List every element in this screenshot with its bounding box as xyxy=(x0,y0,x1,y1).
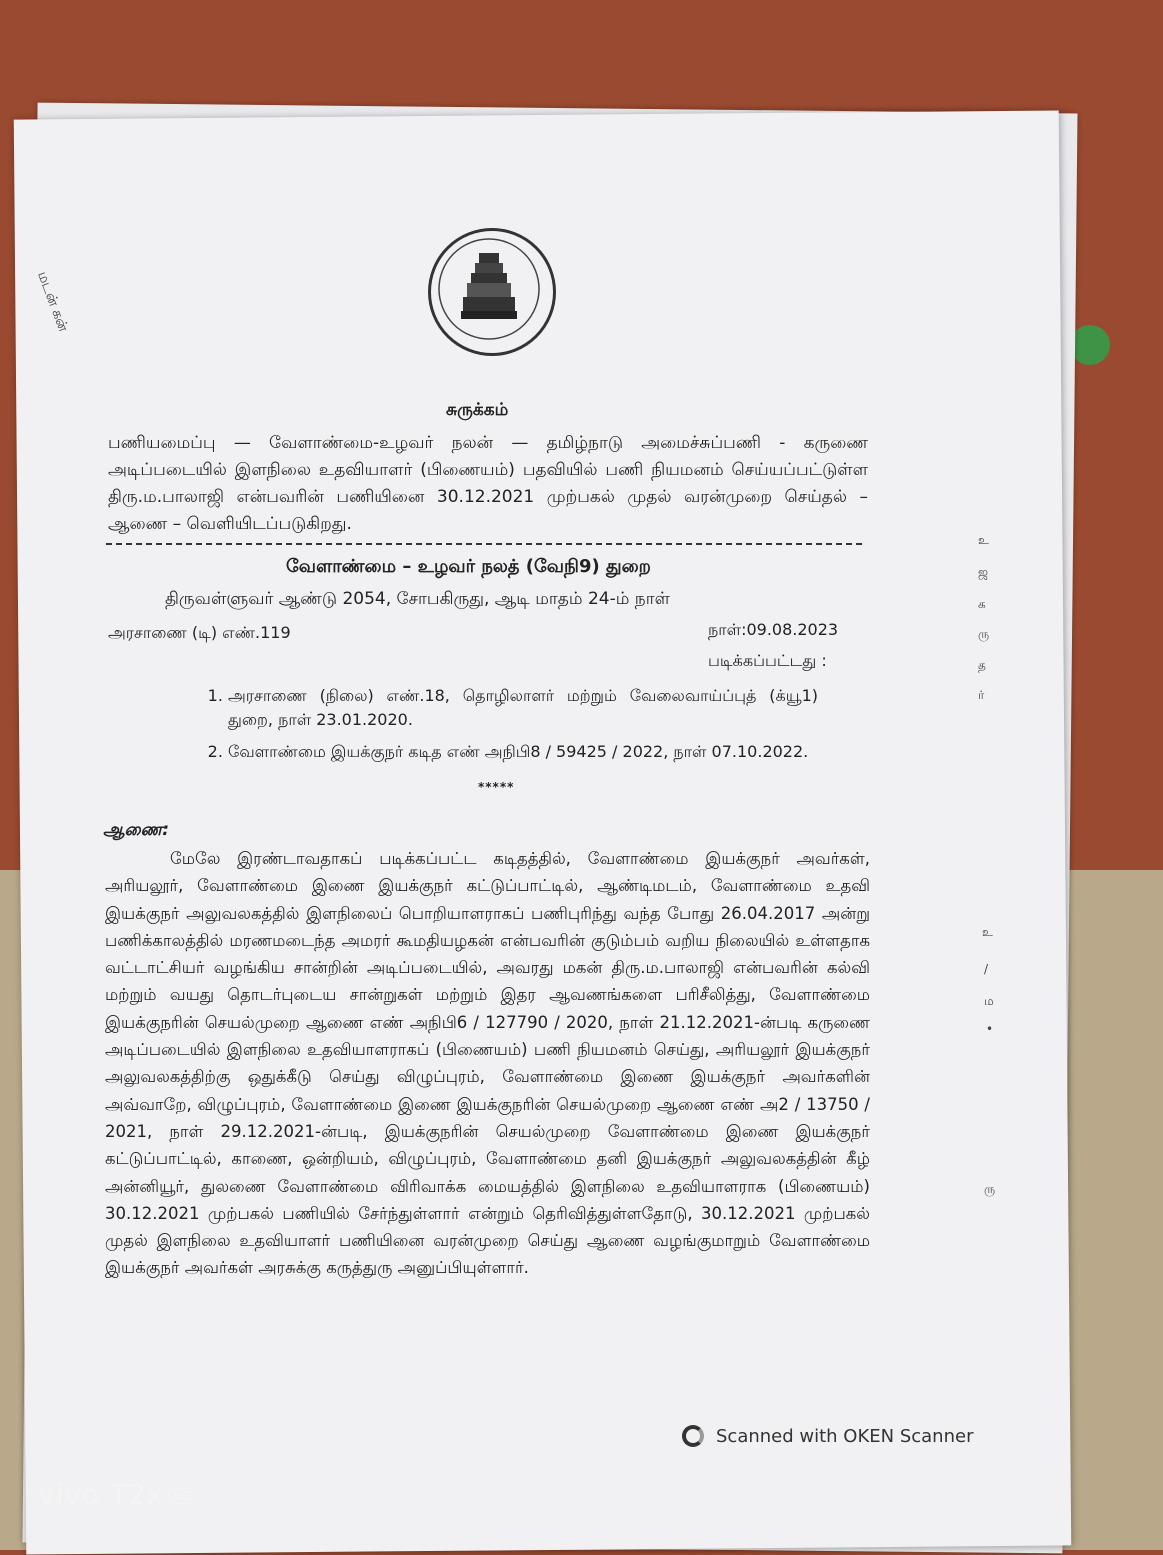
camera-brand: vivo T2x xyxy=(38,1478,165,1511)
references-list xyxy=(198,684,818,772)
scanner-logo-icon xyxy=(682,1425,704,1447)
order-paragraph: மேலே இரண்டாவதாகப் படிக்கப்பட்ட கடிதத்தில், வேளாண்மை இயக்குநர் அவர்கள், அரியலூர், வேளாண்மை இணை இயக்குநர் கட்டுப்பாட்டில், ஆண்டிமடம், வேளாண்மை உதவி இயக்குநர் அலுவலகத்தில் இளநிலைப் பொறியாளராகப் பணிபுரிந்து வந்த போது 26.04.2017 அன்று பணிக்காலத்தில் மரணமடைந்த அமரர் கூமதியழகன் என்பவரின் குடும்பம் வறிய நிலையில் உள்ளதாக வட்டாட்சியர் வழங்கிய சான்றின் அடிப்படையில், அவரது மகன் திரு.ம.பாலாஜி என்பவரின் கல்வி மற்றும் வயது தொடர்புடைய சான்றுகள் மற்றும் இதர ஆவணங்களை பரிசீலித்து, வேளாண்மை இயக்குநரின் செயல்முறை ஆணை எண் அநிபி6 / 127790 / 2020, நாள் 21.12.2021-ன்படி கருணை அடிப்படையில் இளநிலை உதவியாளராகப் (பிணையம்) பணி நியமனம் செய்து, அரியலூர் இயக்குநர் அலுவலகத்திற்கு ஒதுக்கீடு செய்து விழுப்புரம், வேளாண்மை இணை இயக்குநர் அவர்களின் அவ்வாறே, விழுப்புரம், வேளாண்மை இணை இயக்குநரின் செயல்முறை ஆணை எண் அ2 / 13750 / 2021, நாள் 29.12.2021-ன்படி, இயக்குநரின் செயல்முறை வேளாண்மை இணை இயக்குநர் கட்டுப்பாட்டில், காணை, ஒன்றியம், விழுப்புரம், வேளாண்மை தனி இயக்குநர் அலுவலகத்தின் கீழ் அன்னியூர், துலணை வேளாண்மை விரிவாக்க மையத்தில் இளநிலை உதவியாளராக (பிணையம்) 30.12.2021 முற்பகல் பணியில் சேர்ந்துள்ளார் என்றும் தெரிவித்துள்ளதோடு, 30.12.2021 முற்பகல் முதல் இளநிலை உதவியாளர் பணியினை வரன்முறை செய்து ஆணை வழங்குமாறும் வேளாண்மை இயக்குநர் அவர்கள் அரசுக்கு கருத்துரு அனுப்பியுள்ளார். xyxy=(105,849,870,1278)
margin-mark: • xyxy=(986,1022,994,1036)
read-label: படிக்கப்பட்டது : xyxy=(708,651,827,670)
tamil-date: திருவள்ளுவர் ஆண்டு 2054, சோபகிருது, ஆடி மாதம் 24-ம் நாள் xyxy=(165,589,670,609)
order-label: ஆணை: xyxy=(103,820,170,840)
summary-text: பணியமைப்பு — வேளாண்மை-உழவர் நலன் — தமிழ்நாடு அமைச்சுப்பணி - கருணை அடிப்படையில் இளநிலை உதவியாளர் (பிணையம்) பதவியில் பணி நியமனம் செய்யப்பட்டுள்ள திரு.ம.பாலாஜி என்பவரின் பணியினை 30.12.2021 முற்பகல் முதல் வரன்முறை செய்தல் – ஆணை – வெளியிடப்படுகிறது. xyxy=(108,433,868,534)
margin-mark: உ xyxy=(978,533,989,547)
go-date: நாள்:09.08.2023 xyxy=(708,620,839,639)
margin-mark: ரு xyxy=(978,627,990,641)
margin-mark: / xyxy=(984,962,989,976)
margin-mark: ஜ xyxy=(978,565,989,579)
reference-item: 2. வேளாண்மை இயக்குநர் கடித எண் அநிபி8 / 59425 / 2022, நாள் 07.10.2022. xyxy=(228,740,818,764)
green-pin xyxy=(1070,325,1110,365)
scanner-stamp xyxy=(682,1425,973,1447)
margin-mark: ரு xyxy=(984,1182,996,1196)
department-title: வேளாண்மை – உழவர் நலத் (வேநி9) துறை xyxy=(286,556,651,577)
margin-mark: உ xyxy=(982,925,993,939)
go-number: அரசாணை (டி) எண்.119 xyxy=(108,623,291,642)
margin-mark: ர் xyxy=(978,688,985,702)
camera-badge: 5G xyxy=(168,1488,195,1504)
emblem-icon xyxy=(428,228,556,356)
camera-watermark xyxy=(38,1478,195,1511)
handwritten-note: மடன் கன் xyxy=(34,269,72,334)
margin-mark: த xyxy=(978,658,986,672)
margin-mark: க xyxy=(978,597,986,611)
scanner-text: Scanned with OKEN Scanner xyxy=(716,1425,974,1447)
reference-item: 1. அரசாணை (நிலை) எண்.18, தொழிலாளர் மற்றும் வேலைவாய்ப்புத் (க்யூ1) துறை, நாள் 23.01.2020. xyxy=(228,684,818,732)
margin-mark: ம xyxy=(984,994,994,1008)
divider xyxy=(106,543,862,545)
summary-title: சுருக்கம் xyxy=(446,400,509,420)
separator-stars: ***** xyxy=(478,780,515,794)
